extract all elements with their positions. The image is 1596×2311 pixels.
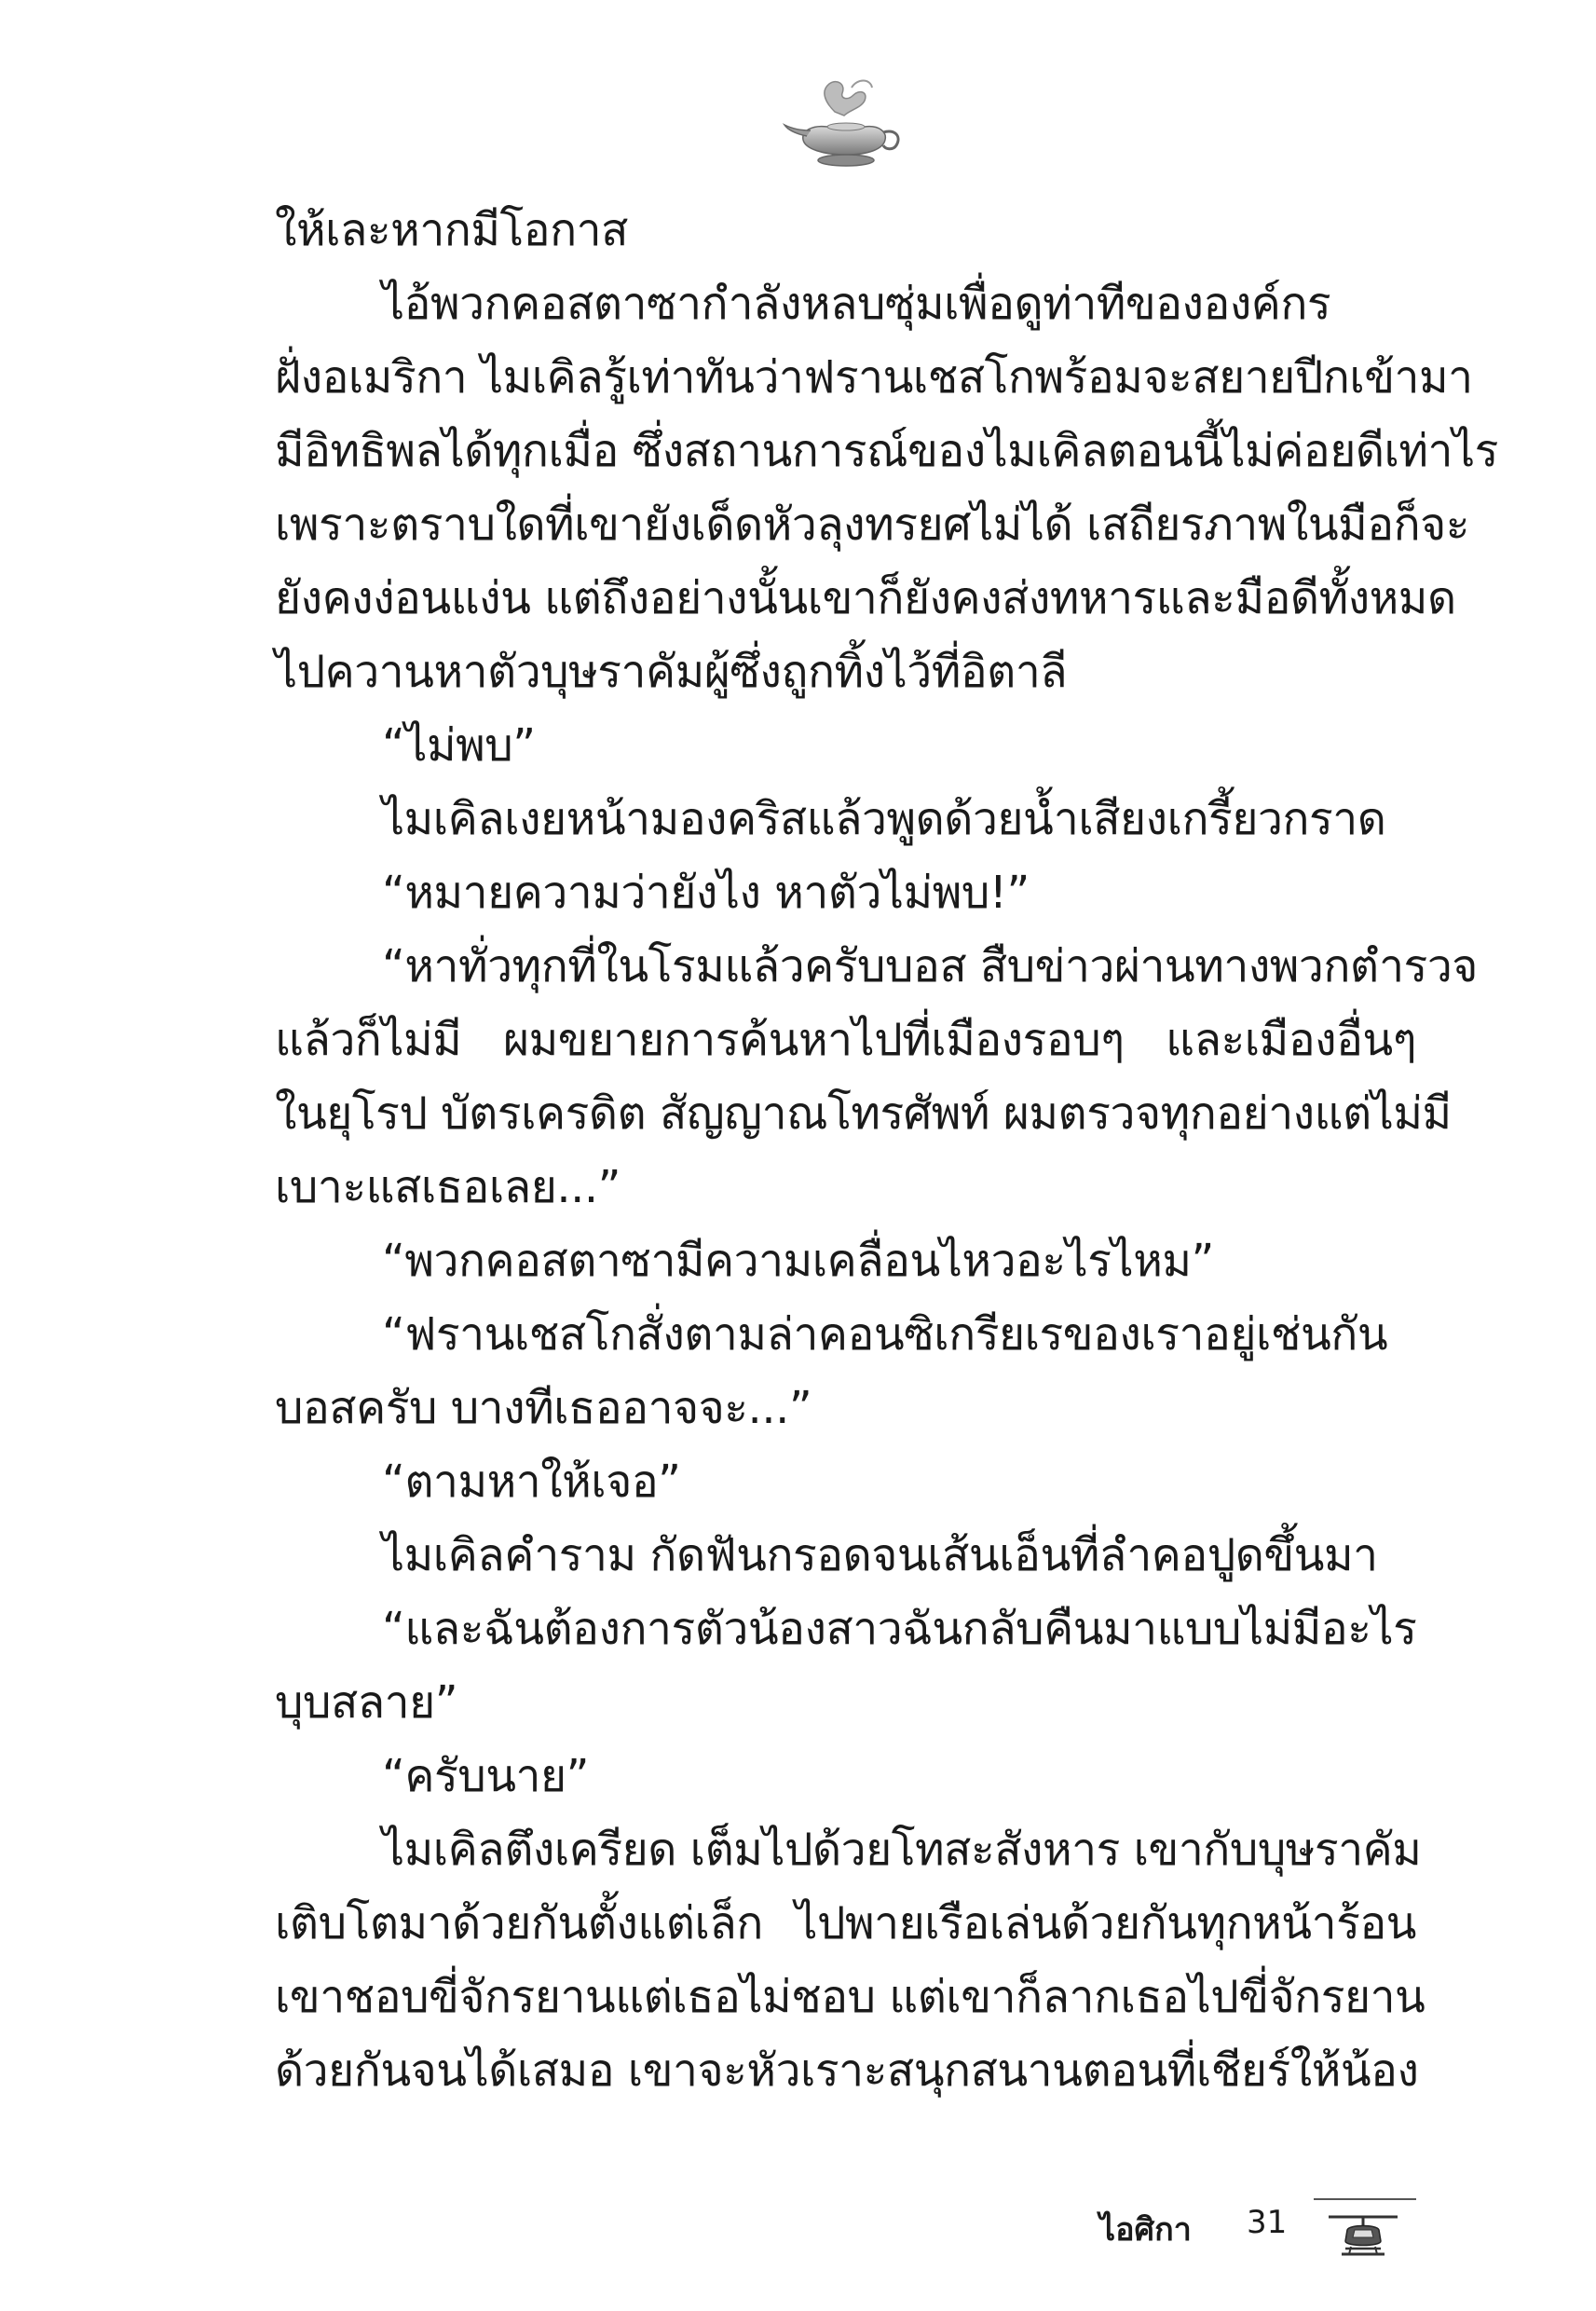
text-line: “ฟรานเชสโกสั่งตามล่าคอนซิเกรียเรของเราอยู่เช่นกัน bbox=[382, 1308, 1388, 1361]
page-footer bbox=[1099, 2195, 1416, 2269]
text-line: “ไม่พบ” bbox=[382, 719, 536, 772]
body-text bbox=[275, 194, 1498, 2108]
text-line: ไปควานหาตัวบุษราคัมผู้ซึ่งถูกทิ้งไว้ที่อิตาลี bbox=[275, 646, 1068, 698]
text-line: “และฉันต้องการตัวน้องสาวฉันกลับคืนมาแบบไม่มีอะไร bbox=[382, 1603, 1417, 1655]
text-line: เติบโตมาด้วยกันตั้งแต่เล็ก ไปพายเรือเล่นด้วยกันทุกหน้าร้อน bbox=[275, 1897, 1416, 1949]
text-line: แล้วก็ไม่มี ผมขยายการค้นหาไปที่เมืองรอบๆ และเมืองอื่นๆ bbox=[275, 1014, 1416, 1066]
text-line: “ตามหาให้เจอ” bbox=[382, 1456, 681, 1508]
text-line: มีอิทธิพลได้ทุกเมื่อ ซึ่งสถานการณ์ของไมเคิลตอนนี้ไม่ค่อยดีเท่าไร bbox=[275, 425, 1498, 477]
genie-lamp-icon bbox=[779, 75, 909, 177]
helicopter-icon bbox=[1321, 2208, 1405, 2263]
text-line: “พวกคอสตาซามีความเคลื่อนไหวอะไรไหม” bbox=[382, 1235, 1214, 1287]
text-line: ยังคงง่อนแง่น แต่ถึงอย่างนั้นเขาก็ยังคงส่งทหารและมือดีทั้งหมด bbox=[275, 572, 1456, 624]
text-line: บุบสลาย” bbox=[275, 1676, 458, 1729]
footer-rule bbox=[1314, 2198, 1416, 2200]
book-title: ไอศิกา bbox=[1099, 2211, 1192, 2249]
page-number: 31 bbox=[1247, 2204, 1288, 2241]
text-line: ในยุโรป บัตรเครดิต สัญญาณโทรศัพท์ ผมตรวจทุกอย่างแต่ไม่มี bbox=[275, 1087, 1452, 1140]
text-line: “หมายความว่ายังไง หาตัวไม่พบ!” bbox=[382, 867, 1030, 919]
text-line: ไอ้พวกคอสตาซากำลังหลบซุ่มเพื่อดูท่าทีขององค์กร bbox=[382, 278, 1331, 330]
text-line: “หาทั่วทุกที่ในโรมแล้วครับบอส สืบข่าวผ่านทางพวกตำรวจ bbox=[382, 940, 1478, 992]
text-line: ด้วยกันจนได้เสมอ เขาจะหัวเราะสนุกสนานตอนที่เชียร์ให้น้อง bbox=[275, 2044, 1419, 2097]
text-line: ฝั่งอเมริกา ไมเคิลรู้เท่าทันว่าฟรานเชสโกพร้อมจะสยายปีกเข้ามา bbox=[275, 351, 1473, 403]
text-line: เขาชอบขี่จักรยานแต่เธอไม่ชอบ แต่เขาก็ลากเธอไปขี่จักรยาน bbox=[275, 1971, 1425, 2023]
text-line: ไมเคิลคำราม กัดฟันกรอดจนเส้นเอ็นที่ลำคอปูดขึ้นมา bbox=[382, 1529, 1378, 1581]
text-line: บอสครับ บางทีเธออาจจะ...” bbox=[275, 1382, 812, 1434]
text-line: เพราะตราบใดที่เขายังเด็ดหัวลุงทรยศไม่ได้ เสถียรภาพในมือก็จะ bbox=[275, 499, 1470, 551]
text-line: เบาะแสเธอเลย...” bbox=[275, 1161, 621, 1213]
text-line: ไมเคิลตึงเครียด เต็มไปด้วยโทสะสังหาร เขากับบุษราคัม bbox=[382, 1824, 1422, 1876]
text-line: ให้เละหากมีโอกาส bbox=[275, 204, 628, 256]
text-line: “ครับนาย” bbox=[382, 1750, 589, 1802]
text-line: ไมเคิลเงยหน้ามองคริสแล้วพูดด้วยน้ำเสียงเกรี้ยวกราด bbox=[382, 793, 1386, 845]
